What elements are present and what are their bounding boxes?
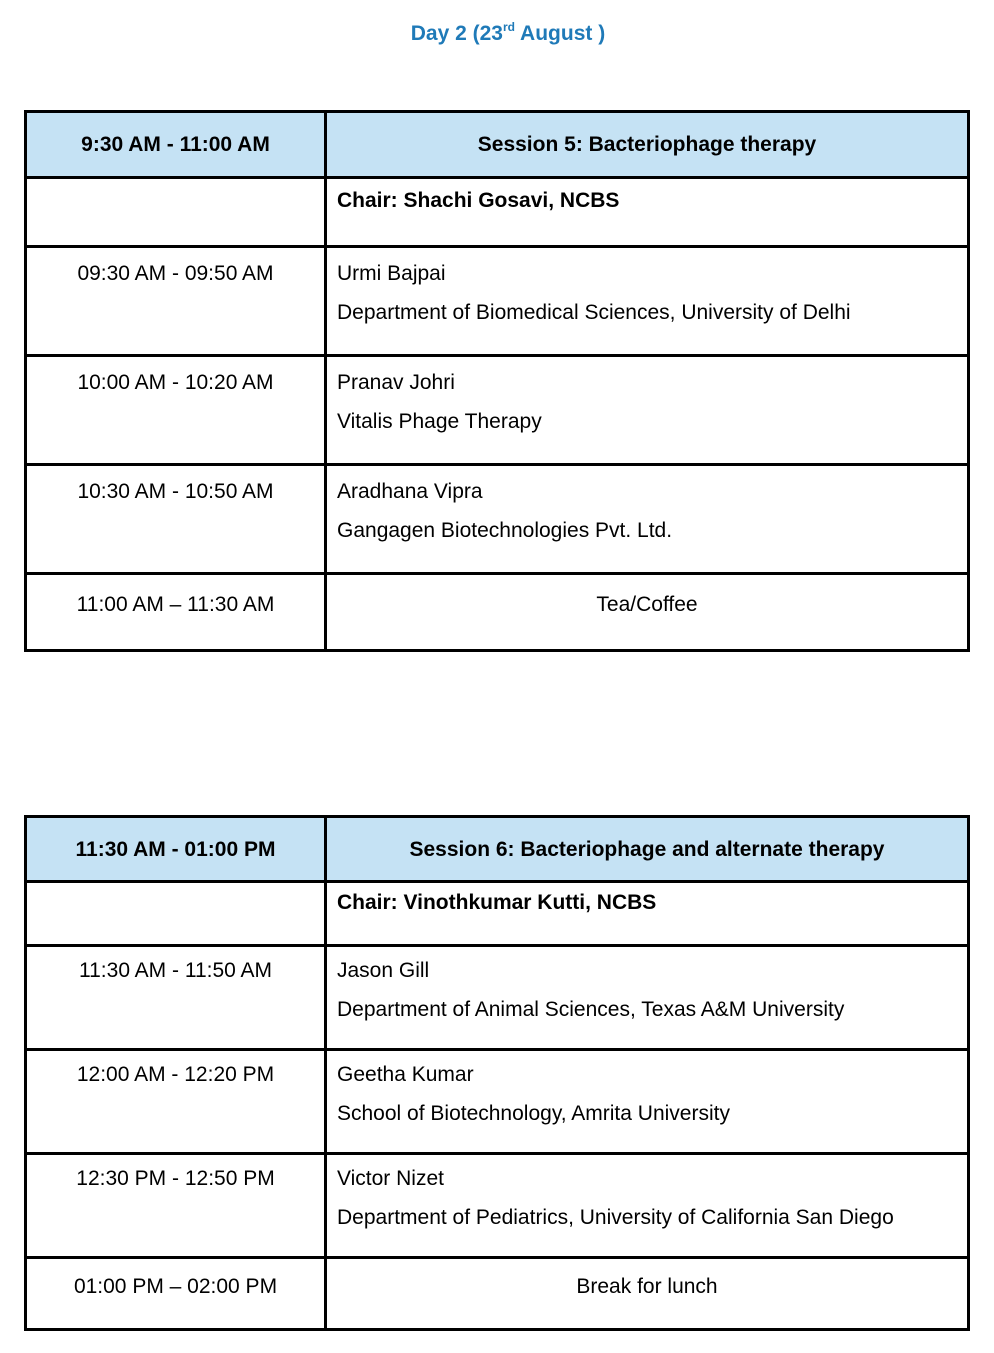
talk-affiliation: Department of Animal Sciences, Texas A&M University [337,998,845,1021]
session-time: 11:30 AM - 01:00 PM [26,817,326,882]
day-title-ordinal: rd [503,20,515,34]
talk-speaker: Jason Gill [337,959,430,982]
talk-time: 11:30 AM - 11:50 AM [26,946,326,1050]
talk-affiliation: Gangagen Biotechnologies Pvt. Ltd. [337,519,673,542]
break-time: 11:00 AM – 11:30 AM [26,574,326,651]
session-title: Session 6: Bacteriophage and alternate therapy [326,817,969,882]
talk-time: 12:00 AM - 12:20 PM [26,1050,326,1154]
talk-details [326,356,969,465]
talk-time: 10:00 AM - 10:20 AM [26,356,326,465]
session-time: 9:30 AM - 11:00 AM [26,112,326,178]
table-row [26,1050,969,1154]
session-header-row [26,112,969,178]
session-5-table [24,110,970,652]
day-title-prefix: Day 2 (23 [410,22,503,45]
talk-speaker: Pranav Johri [337,371,455,394]
talk-speaker: Urmi Bajpai [337,262,446,285]
chair-time-empty [26,882,326,946]
day-title [0,22,994,46]
table-row [26,247,969,356]
talk-details [326,1050,969,1154]
chair-row [26,178,969,247]
talk-time: 12:30 PM - 12:50 PM [26,1154,326,1258]
chair-row [26,882,969,946]
talk-time: 10:30 AM - 10:50 AM [26,465,326,574]
break-label: Break for lunch [326,1258,969,1330]
break-time: 01:00 PM – 02:00 PM [26,1258,326,1330]
chair-time-empty [26,178,326,247]
session-chair: Chair: Vinothkumar Kutti, NCBS [326,882,969,946]
talk-speaker: Geetha Kumar [337,1063,474,1086]
talk-affiliation: Department of Biomedical Sciences, University of Delhi [337,301,851,324]
table-row [26,946,969,1050]
table-row [26,465,969,574]
table-row [26,1154,969,1258]
session-chair: Chair: Shachi Gosavi, NCBS [326,178,969,247]
session-6-table [24,815,970,1331]
talk-details [326,465,969,574]
talk-details [326,1154,969,1258]
break-label: Tea/Coffee [326,574,969,651]
talk-details [326,247,969,356]
talk-details [326,946,969,1050]
talk-affiliation: School of Biotechnology, Amrita University [337,1102,730,1125]
break-row [26,574,969,651]
talk-speaker: Aradhana Vipra [337,480,483,503]
session-title: Session 5: Bacteriophage therapy [326,112,969,178]
table-row [26,356,969,465]
talk-speaker: Victor Nizet [337,1167,444,1190]
talk-time: 09:30 AM - 09:50 AM [26,247,326,356]
session-header-row [26,817,969,882]
day-title-rest: August ) [515,22,606,45]
break-row [26,1258,969,1330]
talk-affiliation: Vitalis Phage Therapy [337,410,542,433]
talk-affiliation: Department of Pediatrics, University of California San Diego [337,1206,894,1229]
